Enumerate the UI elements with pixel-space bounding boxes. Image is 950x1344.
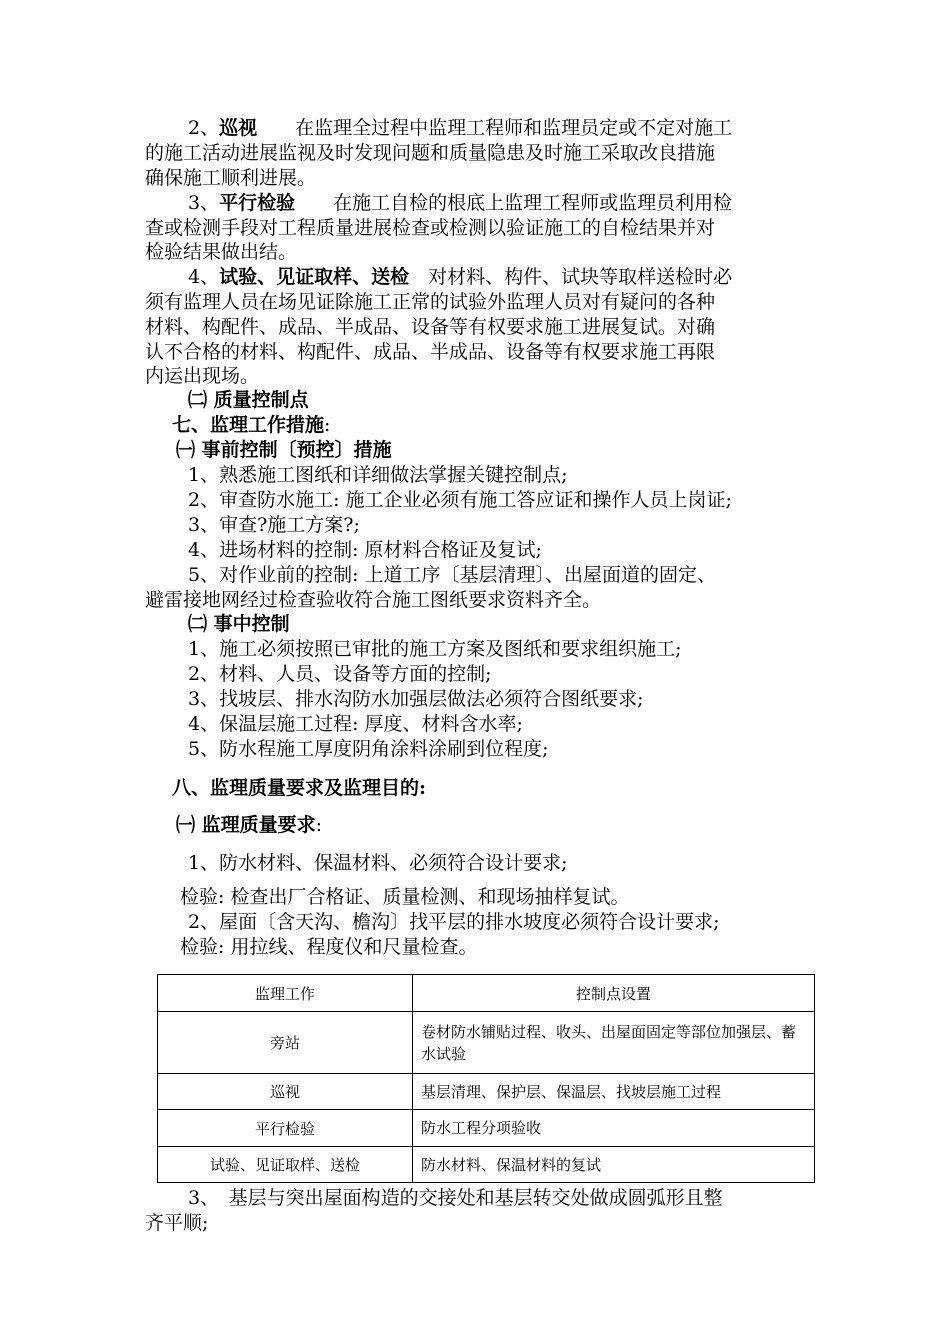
list-item: 1、防水材料、保温材料、必须符合设计要求;: [188, 852, 568, 874]
table-cell: 基层清理、保护层、保温层、找坡层施工过程: [413, 1074, 815, 1110]
paragraph-line: 避雷接地网经过检查验收符合施工图纸要求资料齐全。: [145, 589, 602, 611]
list-item: 3、 基层与突出屋面构造的交接处和基层转交处做成圆弧形且整: [188, 1187, 723, 1209]
table-cell: 防水工程分项验收: [413, 1110, 815, 1147]
table-header: 监理工作: [158, 975, 413, 1012]
paragraph-line: 须有监理人员在场见证除施工正常的试验外监理人员对有疑问的各种: [145, 291, 716, 313]
table-cell: 防水材料、保温材料的复试: [413, 1147, 815, 1183]
paragraph-line: 4、试验、见证取样、送检 对材料、构件、试块等取样送检时必: [188, 266, 733, 288]
list-item: 4、进场材料的控制: 原材料合格证及复试;: [188, 539, 542, 561]
paragraph-line: 的施工活动进展监视及时发现问题和质量隐患及时施工采取改良措施: [145, 142, 716, 164]
section-heading: ㈠ 事前控制〔预控〕措施: [176, 439, 392, 461]
section-heading: ㈠ 监理质量要求:: [176, 814, 323, 836]
table-row: [158, 1074, 815, 1110]
list-item: 5、对作业前的控制: 上道工序〔基层清理〕、出屋面道的固定、: [188, 564, 717, 586]
table-cell: 试验、见证取样、送检: [158, 1147, 413, 1183]
table-row: [158, 1147, 815, 1183]
list-item: 2、材料、人员、设备等方面的控制;: [188, 663, 492, 685]
list-item: 3、审查?施工方案?;: [188, 514, 360, 536]
section-heading: 八、监理质量要求及监理目的:: [172, 777, 427, 799]
list-item: 2、审查防水施工: 施工企业必须有施工答应证和操作人员上岗证;: [188, 489, 732, 511]
section-heading: ㈡ 质量控制点: [188, 389, 309, 411]
list-item: 4、保温层施工过程: 厚度、材料含水率;: [188, 713, 523, 735]
list-item: 2、屋面〔含天沟、檐沟〕找平层的排水坡度必须符合设计要求;: [188, 911, 720, 933]
table-cell: 巡视: [158, 1074, 413, 1110]
table-cell: 旁站: [158, 1012, 413, 1074]
table-row: [158, 1110, 815, 1147]
paragraph-line: 检验: 检查出厂合格证、质量检测、和现场抽样复试。: [180, 886, 630, 908]
paragraph-line: 齐平顺;: [145, 1212, 209, 1234]
paragraph-line: 确保施工顺利进展。: [145, 167, 317, 189]
list-item: 1、熟悉施工图纸和详细做法掌握关键控制点;: [188, 464, 568, 486]
paragraph-line: 检验: 用拉线、程度仪和尺量检查。: [180, 936, 478, 958]
paragraph-line: 查或检测手段对工程质量进展检查或检测以验证施工的自检结果并对: [145, 217, 716, 239]
table-cell: 卷材防水铺贴过程、收头、出屋面固定等部位加强层、蓄水试验: [413, 1012, 815, 1074]
section-heading: ㈡ 事中控制: [188, 613, 290, 635]
paragraph-line: 检验结果做出结。: [145, 241, 298, 263]
section-heading: 七、监理工作措施:: [172, 414, 331, 436]
list-item: 1、施工必须按照已审批的施工方案及图纸和要求组织施工;: [188, 638, 682, 660]
paragraph-line: 材料、构配件、成品、半成品、设备等有权要求施工进展复试。对确: [145, 316, 716, 338]
paragraph-line: 内运出现场。: [145, 365, 260, 387]
list-item: 5、防水程施工厚度阴角涂料涂刷到位程度;: [188, 738, 549, 760]
paragraph-line: 2、巡视 在监理全过程中监理工程师和监理员定或不定对施工: [188, 117, 733, 139]
table-row: [158, 1012, 815, 1074]
paragraph-line: 认不合格的材料、构配件、成品、半成品、设备等有权要求施工再限: [145, 341, 716, 363]
paragraph-line: 3、平行检验 在施工自检的根底上监理工程师或监理员利用检: [188, 192, 733, 214]
control-point-table: [157, 974, 815, 1183]
table-cell: 平行检验: [158, 1110, 413, 1147]
list-item: 3、找坡层、排水沟防水加强层做法必须符合图纸要求;: [188, 688, 644, 710]
table-header-row: [158, 975, 815, 1012]
table-header: 控制点设置: [413, 975, 815, 1012]
